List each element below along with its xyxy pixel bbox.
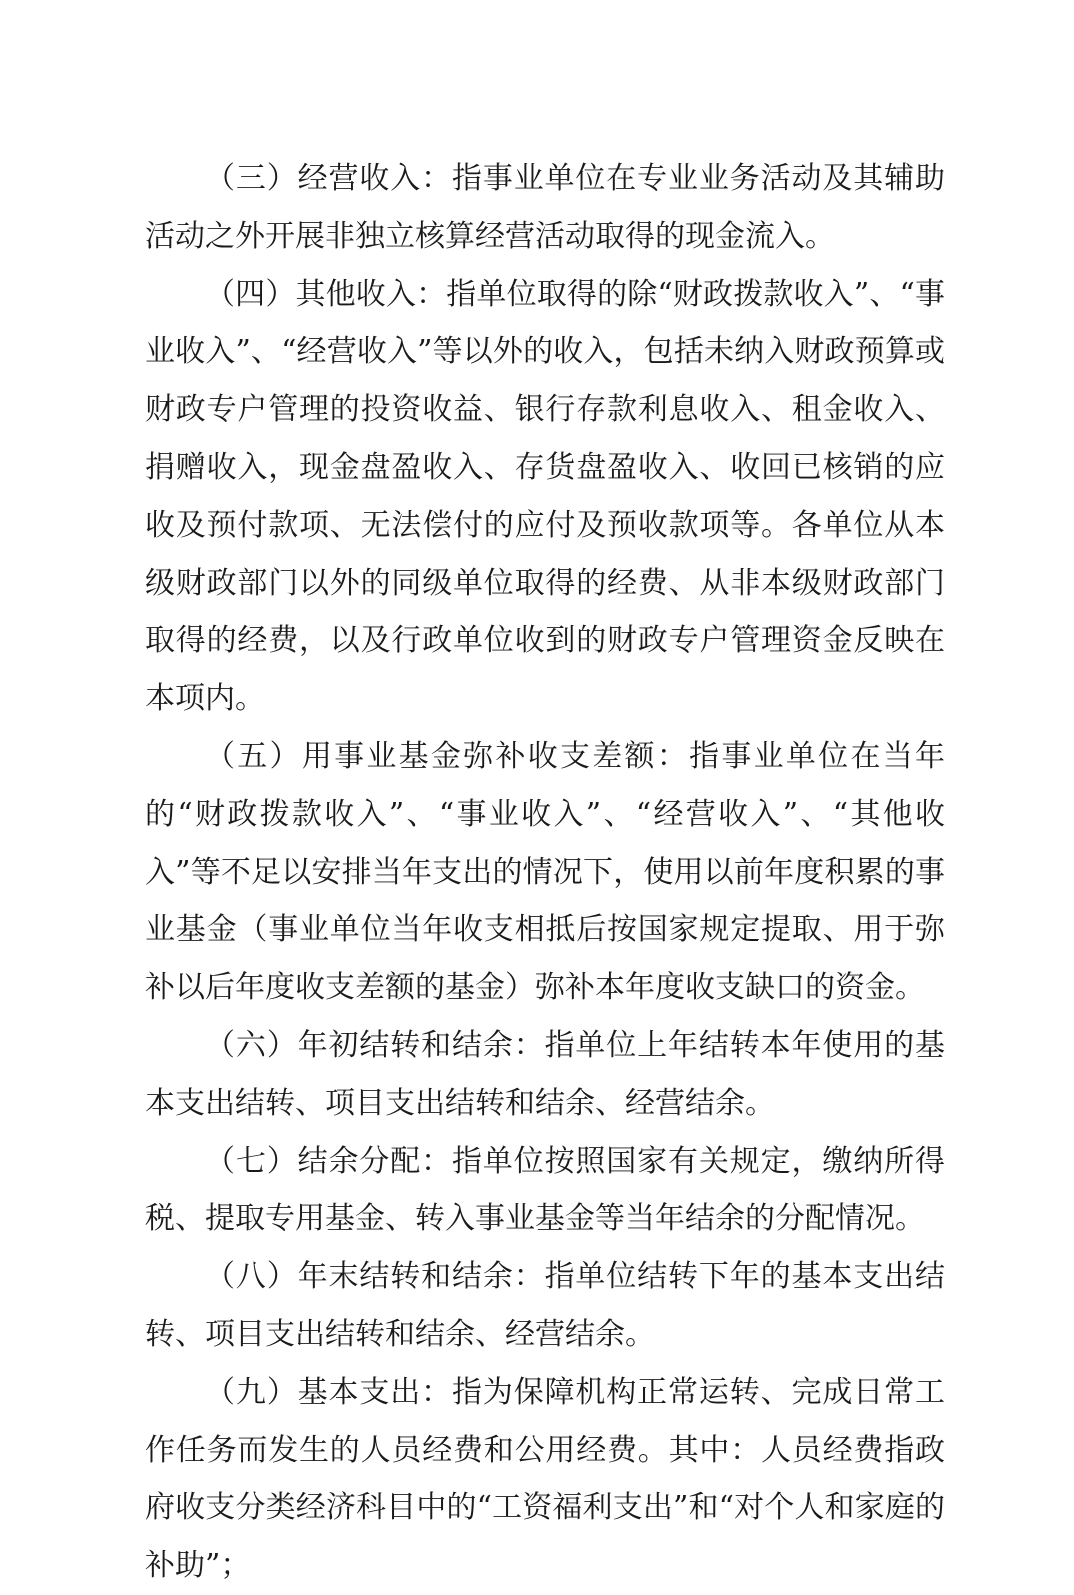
paragraph-opening-balance: （六）年初结转和结余：指单位上年结转本年使用的基本支出结转、项目支出结转和结余、经营结余。	[145, 1027, 945, 1121]
paragraph-other-income: （四）其他收入：指单位取得的除“财政拨款收入”、“事业收入”、“经营收入”等以外的收入，包括未纳入财政预算或财政专户管理的投资收益、银行存款利息收入、租金收入、捐赠收入，现金盘盈收入、存货盘盈收入、收回已核销的应收及预付款项、无法偿付的应付及预收款项等。各单位从本级财政部门以外的同级单位取得的经费、从非本级财政部门取得的经费，以及行政单位收到的财政专户管理资金反映在本项内。	[145, 276, 945, 717]
paragraph-operating-income: （三）经营收入：指事业单位在专业业务活动及其辅助活动之外开展非独立核算经营活动取得的现金流入。	[145, 161, 945, 254]
paragraph-fund-offset: （五）用事业基金弥补收支差额：指事业单位在当年的“财政拨款收入”、“事业收入”、“经营收入”、“其他收入”等不足以安排当年支出的情况下，使用以前年度积累的事业基金（事业单位当年收支相抵后按国家规定提取、用于弥补以后年度收支差额的基金）弥补本年度收支缺口的资金。	[145, 738, 945, 1006]
paragraph-surplus-distribution: （七）结余分配：指单位按照国家有关规定，缴纳所得税、提取专用基金、转入事业基金等当年结余的分配情况。	[145, 1143, 945, 1237]
paragraph-basic-expenditure: （九）基本支出：指为保障机构正常运转、完成日常工作任务而发生的人员经费和公用经费。其中：人员经费指政府收支分类经济科目中的“工资福利支出”和“对个人和家庭的补助”；	[145, 1374, 945, 1584]
document-body	[145, 150, 945, 1595]
paragraph-closing-balance: （八）年末结转和结余：指单位结转下年的基本支出结转、项目支出结转和结余、经营结余。	[145, 1259, 945, 1352]
